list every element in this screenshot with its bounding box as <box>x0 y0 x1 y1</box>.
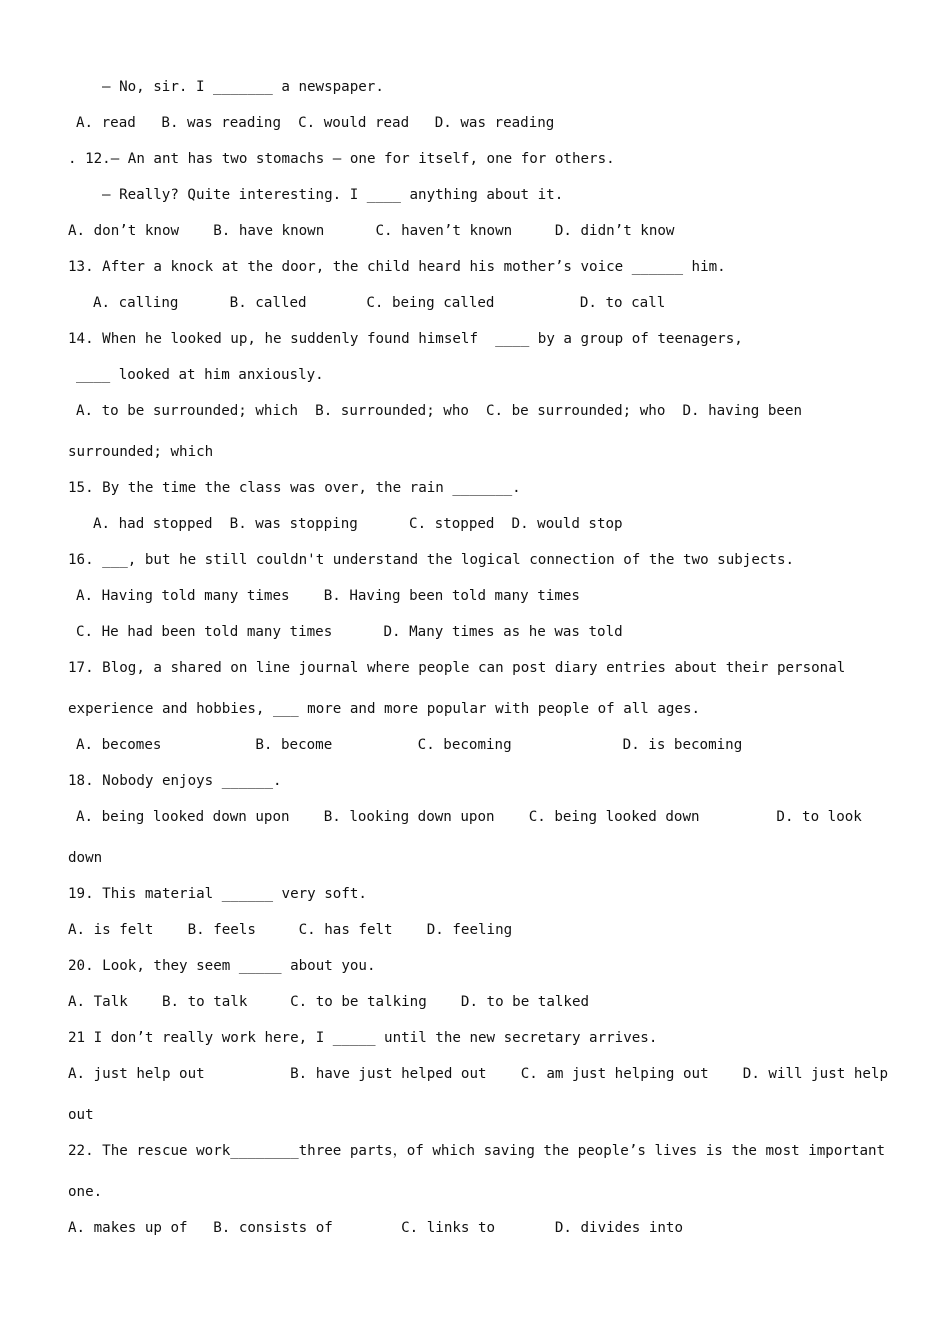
q15-stem: 15. By the time the class was over, the rain _______. <box>68 480 521 496</box>
q14-options: A. to be surrounded; which B. surrounded; who C. be surrounded; who D. having been <box>76 403 803 419</box>
q14-stem: 14. When he looked up, he suddenly found himself ____ by a group of teenagers, <box>68 331 743 347</box>
q12-stem: . 12.— An ant has two stomachs — one for itself, one for others. <box>68 151 615 167</box>
q16-options-cd: C. He had been told many times D. Many times as he was told <box>76 624 623 640</box>
q12-options: A. don’t know B. have known C. haven’t known D. didn’t know <box>68 223 675 239</box>
q22-stem-cont: one. <box>68 1184 103 1200</box>
q19-stem: 19. This material ______ very soft. <box>68 886 367 902</box>
q13-options: A. calling B. called C. being called D. to call <box>93 295 666 311</box>
q13-stem: 13. After a knock at the door, the child heard his mother’s voice ______ him. <box>68 259 726 275</box>
q18-stem: 18. Nobody enjoys ______. <box>68 773 282 789</box>
q17-stem-cont: experience and hobbies, ___ more and more popular with people of all ages. <box>68 701 701 717</box>
q18-options: A. being looked down upon B. looking down upon C. being looked down D. to look <box>76 809 862 825</box>
q14-options-cont: surrounded; which <box>68 444 214 460</box>
q20-stem: 20. Look, they seem _____ about you. <box>68 958 376 974</box>
q17-options: A. becomes B. become C. becoming D. is becoming <box>76 737 743 753</box>
q14-stem-cont: ____ looked at him anxiously. <box>76 367 324 383</box>
q11-answer-line: — No, sir. I _______ a newspaper. <box>102 79 384 95</box>
q20-options: A. Talk B. to talk C. to be talking D. to be talked <box>68 994 590 1010</box>
q17-stem: 17. Blog, a shared on line journal where people can post diary entries about their personal <box>68 660 846 676</box>
q11-options: A. read B. was reading C. would read D. was reading <box>76 115 555 131</box>
q16-options-ab: A. Having told many times B. Having been told many times <box>76 588 580 604</box>
q21-options-cont: out <box>68 1107 94 1123</box>
q16-stem: 16. ___, but he still couldn't understand the logical connection of the two subjects. <box>68 552 795 568</box>
q19-options: A. is felt B. feels C. has felt D. feeling <box>68 922 513 938</box>
q21-stem: 21 I don’t really work here, I _____ until the new secretary arrives. <box>68 1030 658 1046</box>
q22-options: A. makes up of B. consists of C. links to D. divides into <box>68 1220 683 1236</box>
q22-stem: 22. The rescue work________three parts，of which saving the people’s lives is the most important <box>68 1143 886 1159</box>
q18-options-cont: down <box>68 850 103 866</box>
q15-options: A. had stopped B. was stopping C. stopped D. would stop <box>93 516 623 532</box>
q21-options: A. just help out B. have just helped out C. am just helping out D. will just help <box>68 1066 888 1082</box>
q12-response: — Really? Quite interesting. I ____ anything about it. <box>102 187 564 203</box>
